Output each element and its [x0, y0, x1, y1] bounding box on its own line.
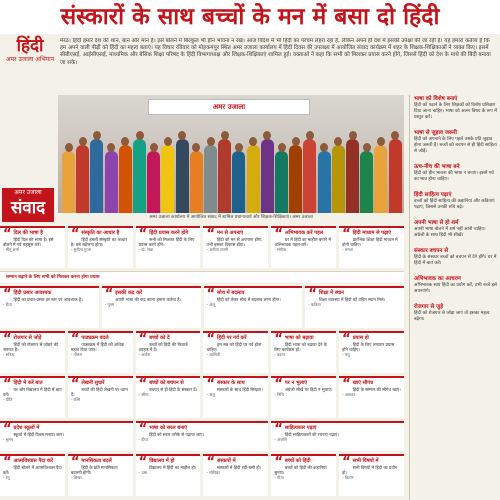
quote-icon: “ [138, 377, 148, 392]
opinion-card [68, 331, 133, 373]
opinion-author: - सरिता [3, 352, 15, 358]
opinion-row [0, 331, 404, 373]
person-head [164, 137, 172, 146]
opinion-card [271, 454, 336, 496]
opinion-text: सभी को मिलकर हिंदी के लिए प्रयास करने होंगे। [138, 236, 195, 247]
opinion-card [0, 421, 133, 451]
opinion-author: - उषा [138, 469, 147, 475]
person-figure [119, 145, 132, 213]
opinion-heading: बच्चों को दें [149, 335, 170, 341]
person-figure [218, 139, 231, 213]
opinion-author: - निधि [274, 391, 284, 397]
opinion-card [136, 226, 201, 268]
opinion-card [204, 286, 303, 328]
opinion-text: घर में हिंदी का माहौल बनाने में अभिभावक पहल करें। [274, 236, 331, 247]
person-figure [275, 151, 288, 213]
opinion-card [203, 454, 268, 496]
opinion-text: बचपन से ही हिंदी के संस्कार दें। [149, 386, 198, 392]
opinion-heading: दिल की भाषा है [13, 230, 43, 236]
opinion-card [68, 226, 133, 268]
samvad-logo [2, 188, 54, 222]
opinion-heading: हिंदी माध्यम से पढ़ाएं [352, 230, 391, 236]
quote-icon: “ [274, 227, 283, 242]
opinion-text: हिंदी के प्रति मानसिकता बदलनी होगी। [70, 464, 118, 475]
opinion-card [102, 286, 201, 328]
opinion-heading: हिंदी प्रयास करने होंगे [149, 230, 189, 236]
person-figure [176, 139, 189, 213]
sidebar-item-text: हिंदी को अपनाने के लिए पहले उसके प्रति जुड़ाव होना जरूरी है। बच्चों को बचपन से ही हिंदी साहित्य से जोड़ें। [414, 137, 497, 154]
opinion-heading: संस्कार के साथ [217, 380, 245, 386]
opinion-heading: भाषा को सरल बनाएं [149, 425, 188, 431]
quote-icon: “ [342, 332, 351, 347]
opinion-author: - कविता [308, 301, 321, 307]
person-head [377, 137, 385, 146]
quote-icon: “ [206, 377, 216, 392]
sidebar-item [410, 129, 497, 155]
opinion-text: हिंदी को सरल तरीके से पढ़ाया जाए। [149, 431, 205, 437]
person-figure [374, 145, 387, 213]
opinion-card [271, 376, 336, 418]
samvad-title: संवाद [10, 198, 46, 218]
quote-icon: “ [138, 422, 148, 437]
person-figure [261, 139, 274, 213]
sidebar-item [410, 163, 497, 183]
opinion-card [271, 226, 336, 268]
opinion-card [203, 376, 268, 418]
quote-icon: “ [3, 455, 12, 470]
opinion-text: हिंदी साहित्यकारों की रचनाएं पढ़ाएं। [284, 431, 339, 437]
sidebar-item [410, 247, 497, 267]
person-figure [133, 139, 146, 213]
person-head [292, 137, 300, 146]
opinion-author: - दीपा [138, 436, 148, 442]
opinion-author: - रीता [3, 301, 12, 307]
person-figure [346, 139, 359, 213]
person-figure [303, 139, 316, 213]
quote-icon: “ [138, 332, 148, 347]
logo-subtitle: अमर उजाला अभियान [5, 56, 55, 63]
quote-icon: “ [138, 227, 148, 242]
opinion-text: पाठ्यक्रम में हिंदी को अधिक महत्व दिया जाए। [70, 341, 125, 352]
person-figure [76, 145, 89, 213]
headline: संस्कारों के साथ बच्चों के मन में बसा दो हिंदी [60, 4, 440, 30]
sidebar-item-heading: अपनी भाषा से हो शर्म [414, 220, 459, 226]
opinion-text: हिंदी को लेकर सोच में बदलाव लाना होगा। [217, 296, 281, 302]
person-figure [105, 151, 118, 213]
person-head [150, 143, 158, 152]
opinion-text: हम सब को हिंदी पर गर्व होना चाहिए। [206, 341, 262, 352]
opinion-heading: लेखनी सुधारें [81, 380, 105, 386]
quote-icon: “ [3, 227, 12, 242]
person-head [221, 131, 229, 140]
person-figure [318, 151, 331, 213]
person-figure [62, 151, 75, 213]
sidebar-item [410, 275, 497, 295]
quote-icon: “ [70, 332, 80, 347]
opinion-author: - डॉ. रेखा [138, 247, 154, 253]
person-figure [332, 145, 345, 213]
sidebar-item [410, 95, 497, 121]
person-figure [190, 151, 203, 213]
opinion-author: - अनीता त्यागी [206, 247, 228, 253]
opinion-author: - अर्चना [138, 352, 151, 358]
headline-bar [0, 0, 500, 34]
opinion-author: - सुमन [3, 436, 14, 442]
group-photo [58, 95, 404, 213]
quote-icon: “ [3, 422, 12, 437]
opinion-row [0, 376, 404, 418]
sidebar-item-heading: रोजगार से जुड़े [414, 304, 444, 310]
sidebar-item-heading: हिंदी साहित्य पढ़ाएं [414, 192, 452, 198]
sidebar-item-heading: संस्कार बचपन से [414, 248, 449, 254]
quote-icon: “ [274, 377, 283, 392]
opinion-text: सभी विषयों में हिंदी का प्रयोग हो। [342, 464, 398, 475]
quote-icon: “ [206, 332, 216, 347]
person-head [235, 143, 243, 152]
opinion-author: - सुनीता गुप्ता [70, 247, 91, 253]
opinion-text: बच्चों को हिंदी की कहानियां सुनाएं। [274, 464, 327, 475]
opinion-heading: हिंदी प्रसार आवश्यक [13, 290, 52, 296]
opinion-author: - सीमा [138, 391, 149, 397]
sidebar-item-heading: ऊंच-नीच की भाषा बने [414, 164, 460, 170]
sidebar-item-text: अपनी भाषा बोलने में शर्म नहीं आनी चाहिए। अंग्रेजी के साथ हिंदी भी सीखें। [414, 227, 486, 238]
person-figure [289, 145, 302, 213]
opinion-author: - शिखा [70, 475, 82, 481]
opinion-author: - किरण [342, 475, 354, 481]
opinion-card [0, 226, 65, 268]
opinion-row [0, 421, 404, 451]
opinion-author: - अंजू [206, 301, 216, 307]
opinion-card [271, 331, 336, 373]
sidebar-item-text: हिंदी को रोजगार से जोड़ा जाए तो इसका महत्व बढ़ेगा। [414, 311, 490, 322]
sidebar-item [410, 191, 497, 211]
quote-icon: “ [274, 422, 283, 437]
person-figure [389, 139, 402, 213]
photo-banner: अमर उजाला [148, 99, 310, 115]
quote-icon: “ [274, 332, 283, 347]
person-figure [247, 145, 260, 213]
quote-icon: “ [70, 377, 80, 392]
opinion-text: संस्कारों के साथ हिंदी सिखाएं। [217, 386, 263, 392]
person-head [136, 131, 144, 140]
opinion-author: - ममता [342, 247, 353, 253]
opinion-author: - रेनू [3, 475, 10, 481]
quote-icon: “ [3, 332, 12, 347]
opinion-text: विद्यालय में हिंदी का माहौल हो। [149, 464, 197, 470]
opinion-author: - पूनम [104, 301, 115, 307]
opinion-text: हिंदी के सम्मान की सौगंध खाएं। [352, 386, 401, 392]
opinion-heading: मानसिकता बदलें [81, 458, 112, 464]
opinion-heading: हिंदी पर गर्व करें [217, 335, 247, 341]
quote-icon: “ [308, 287, 317, 302]
opinion-text: हिंदी हमारी संस्कृति का आधार है। इसे सहेजना होगा। [70, 236, 128, 247]
opinion-card [0, 376, 65, 418]
person-figure [147, 151, 160, 213]
opinion-card [339, 331, 404, 373]
person-head [306, 131, 314, 140]
opinion-heading: खाएं सौगंध [352, 380, 374, 386]
logo-title: हिंदी [16, 36, 44, 56]
opinion-text: हिंदी दिल की भाषा है। इसे बोलने में गर्व महसूस करें। [3, 236, 54, 247]
quote-icon: “ [104, 287, 114, 302]
opinion-text: अपनी भाषा की कद्र करना हमारा कर्तव्य है। [115, 296, 182, 302]
opinion-card [203, 226, 268, 268]
opinion-row [0, 454, 404, 496]
opinion-heading: पाठ्यक्रम बदले [81, 335, 109, 341]
opinion-author: - रश्मि [70, 397, 81, 403]
opinion-text: हिंदी का प्रचार-प्रसार हर स्तर पर आवश्यक है। [13, 296, 83, 302]
opinion-card [305, 286, 404, 328]
opinion-heading: इसकी कद्र करें [115, 290, 143, 296]
opinion-row [0, 286, 404, 328]
person-figure [204, 145, 217, 213]
opinion-text: घर और विद्यालय में हिंदी में बात करें। [3, 386, 62, 397]
opinion-author: - नीलम [70, 352, 82, 358]
opinion-heading: पर न भुलाएं [284, 380, 307, 386]
quote-icon: “ [342, 227, 351, 242]
quote-icon: “ [206, 227, 216, 242]
person-head [349, 131, 357, 140]
opinion-card [339, 454, 404, 496]
sidebar-item [410, 303, 497, 323]
section-strip: सम्मान बढ़ाने के लिए सभी को मिलकर करना होगा प्रयास [0, 271, 404, 283]
opinion-card [0, 286, 99, 328]
person-figure [360, 151, 373, 213]
opinion-heading: साहित्यकार पढ़ाएं [284, 425, 317, 431]
opinion-author: - संगीता [274, 247, 287, 253]
person-head [93, 131, 101, 140]
sidebar-column [409, 95, 497, 500]
opinion-text: स्कूलों में हिंदी दिवस मनाया जाए। [13, 431, 65, 437]
photo-caption: अमर उजाला कार्यालय में आयोजित संवाद में शामिल प्रधानाचार्य और शिक्षक-शिक्षिकाएं। अमर उजाला [149, 215, 313, 220]
opinion-card [339, 376, 404, 418]
opinion-text: संस्कारों में हिंदी रची-बसी हो। [217, 464, 262, 470]
quote-icon: “ [138, 455, 148, 470]
opinion-card [136, 331, 201, 373]
opinion-card [68, 454, 133, 496]
opinion-heading: मन से अपनाएं [217, 230, 244, 236]
opinion-heading: सभी विषयों में [352, 458, 379, 464]
opinion-text: प्रारंभिक शिक्षा हिंदी माध्यम में होनी चाहिए। [342, 236, 398, 247]
quote-icon: “ [70, 455, 80, 470]
opinion-text: शिक्षा व्यवस्था में हिंदी को उचित स्थान मिले। [318, 296, 386, 302]
opinion-heading: बच्चों को बचपन से [149, 380, 184, 386]
opinion-heading: रोजगार से जोड़ें [13, 335, 42, 341]
person-head [278, 143, 286, 152]
opinion-card [0, 331, 65, 373]
opinion-card [136, 454, 201, 496]
opinion-card [136, 421, 269, 451]
quote-icon: “ [70, 227, 80, 242]
opinion-author: - मीनू शर्मा [3, 247, 19, 253]
intro-paragraph: मेरठ। हिंदी हमारे देश की शान, बान और मान है। इसे बोलने में बिल्कुल भी हीन भावना न रखें। आज विदेश में भी हिंदी का परचम लहरा रहा है, लेकिन अपने ही देश में इसकी उपेक्षा की जा रही है। यह हमारा कर्तव्य है कि हम अपने वाली पीढ़ी को हिंदी का महत्व बताएं। यह विचार रविवार को मोहकमपुर स्थित अमर उजाला कार्यालय में हिंदी दिवस की उपलक्ष्य में आयोजित संवाद कार्यक्रम में शहर के शिक्षक-शिक्षिकाओं ने व्यक्त किए। इसमें सीबीएसई, आईसीएसई, माध्यमिक और बेसिक शिक्षा परिषद के हिंदी विभागाध्यक्ष और शिक्षक-शिक्षिकाएं शामिल हुई। वक्ताओं ने कहा कि सभी को मिलकर प्रयास करने होंगे, जिससे हिंदी को देश के माथे की बिंदी बनाया जा सके। [60, 38, 491, 66]
sidebar-item-heading: अभिभावक का आचरण [414, 276, 461, 282]
opinion-author: - मोनिका [206, 469, 220, 475]
opinion-heading: संस्कारों में [217, 458, 236, 464]
opinion-heading: बच्चों को हिंदी [284, 458, 311, 464]
quote-icon: “ [274, 455, 283, 470]
opinion-heading: हिंदी में करें बात [13, 380, 43, 386]
hindi-campaign-logo [4, 36, 56, 88]
person-figure [161, 145, 174, 213]
opinion-card [68, 376, 133, 418]
opinion-author: - मधु [342, 352, 350, 358]
opinion-heading: प्रयास हो [352, 335, 369, 341]
person-figure [90, 139, 103, 213]
opinion-author: - गीता [274, 475, 284, 481]
samvad-brand: अमर उजाला [14, 189, 42, 196]
opinion-text: अंग्रेजी सीखें पर हिंदी न भुलाएं। [284, 386, 333, 392]
opinion-text: बच्चों को हिंदी की किताबें उपहार में दें। [138, 341, 188, 352]
opinion-card [203, 331, 268, 373]
opinion-card [0, 454, 65, 496]
opinion-author: - ऋतु [206, 391, 215, 397]
sidebar-item-text: हिंदी को हीन भावना की भाषा न बनाएं। इसमें गर्व का भाव होना चाहिए। [414, 171, 494, 182]
opinion-text: हिंदी को रोजगार से जोड़ने की जरूरत है। [3, 341, 59, 352]
quote-icon: “ [342, 377, 351, 392]
quote-icon: “ [3, 377, 12, 392]
sidebar-item-text: हिंदी को पढ़ाने के लिए शिक्षकों को विशेष प्रशिक्षण दिया जाना चाहिए। भाषा को अलग विषय के रूप में प्रस्तुत करें। [414, 103, 497, 120]
opinion-grid [0, 226, 404, 499]
opinion-card [136, 376, 201, 418]
sidebar-item-heading: भाषा को विशेष बनाएं [414, 96, 458, 102]
person-figure [232, 151, 245, 213]
opinion-heading: शिक्षा में स्थान [318, 290, 344, 296]
opinion-author: - अंजलि [274, 436, 287, 442]
opinion-text: हिंदी को मन से अपनाना होगा, तभी इसका विकास होगा। [206, 236, 263, 247]
opinion-heading: विद्यालय में हो [149, 458, 175, 464]
opinion-heading: आत्मविश्वास पैदा करें [13, 458, 53, 464]
opinion-author: - शालिनी [206, 352, 220, 358]
person-head [65, 143, 73, 152]
opinion-row [0, 226, 404, 268]
opinion-text: हिंदी बोलने में आत्मविश्वास पैदा करें। [3, 464, 62, 475]
opinion-card [271, 421, 404, 451]
sidebar-item-text: बच्चों को हिंदी साहित्य की कहानियां और कविताएं पढ़ाएं, जिससे उनकी रुचि बढ़े। [414, 199, 495, 210]
opinion-text: बच्चों की हिंदी लेखनी पर ध्यान दें। [70, 386, 128, 397]
person-head [79, 137, 87, 146]
opinion-card [339, 226, 404, 268]
opinion-heading: भाषा को बढ़ावा [284, 335, 314, 341]
opinion-heading: संस्कृति का आधार है [81, 230, 120, 236]
opinion-author: - अलका [342, 391, 355, 397]
sidebar-item-heading: भाषा से जुड़ाव जरूरी [414, 130, 457, 136]
sidebar-item-text: हिंदी के संस्कार बच्चों को बचपन से देने होंगे। घर में हिंदी में बात करें। [414, 255, 497, 266]
opinion-text: हिंदी के लिए लगातार प्रयास होने चाहिए। [342, 341, 395, 352]
sidebar-item [410, 219, 497, 239]
opinion-author: - वंदना [274, 352, 285, 358]
person-head [207, 137, 215, 146]
opinion-text: हिंदी भाषा को बढ़ावा देने के लिए कार्यक्रम हों। [274, 341, 327, 352]
quote-icon: “ [206, 455, 216, 470]
opinion-author: - प्रीति [3, 397, 13, 403]
quote-icon: “ [206, 287, 216, 302]
opinion-heading: अभिभावक करें पहल [284, 230, 324, 236]
quote-icon: “ [3, 287, 12, 302]
quote-icon: “ [342, 455, 351, 470]
opinion-heading: सोच में बदलाव [217, 290, 245, 296]
person-head [363, 143, 371, 152]
opinion-heading: प्रदेश स्कूलों में [13, 425, 40, 431]
sidebar-item-text: अभिभावक स्वयं हिंदी का प्रयोग करें, तभी बच्चे इसे अपनाएंगे। [414, 283, 497, 294]
